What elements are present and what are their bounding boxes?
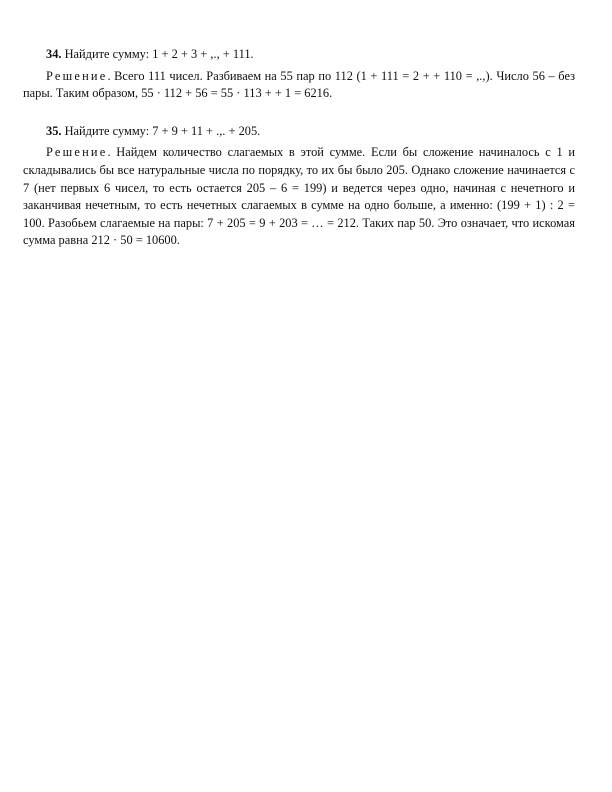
problem-text: Найдите сумму: 7 + 9 + 11 + .,. + 205. [61, 123, 261, 138]
problem-35 [23, 123, 575, 250]
solution-paragraph [23, 144, 575, 250]
solution-paragraph [23, 68, 575, 103]
solution-label: Решение [46, 145, 108, 160]
problem-34 [23, 46, 575, 103]
problem-text: Найдите сумму: 1 + 2 + 3 + ,., + 111. [61, 47, 254, 61]
problem-statement [23, 46, 575, 64]
solution-label: Решение [46, 68, 108, 83]
problem-statement [23, 123, 575, 141]
problem-number: 34. [46, 47, 62, 61]
solution-text: . Найдем количество слагаемых в этой сумме. Если бы сложение начиналось с 1 и складывались бы все натуральные числа по порядку, то их бы было 205. Однако сложение начинается с 7 (нет первых 6 чисел, то есть остается 205 – 6 = 199) и ведется через одно, начиная с нечетного и заканчивая нечетным, то есть нечетных слагаемых в сумме на одно больше, а именно: (199 + 1) : 2 = 100. Разобьем слагаемые на пары: 7 + 205 = 9 + 203 = … = 212. Таких пар 50. Это означает, что искомая сумма равна 212 · 50 = 10600. [23, 145, 575, 248]
solution-text: . Всего 111 чисел. Разбиваем на 55 пар по 112 (1 + 111 = 2 + + 110 = ,.,). Число 56 – без пары. Таким образом, 55 · 112 + 56 = 55 · 113 + + 1 = 6216. [23, 68, 575, 101]
problem-number: 35. [46, 123, 62, 138]
